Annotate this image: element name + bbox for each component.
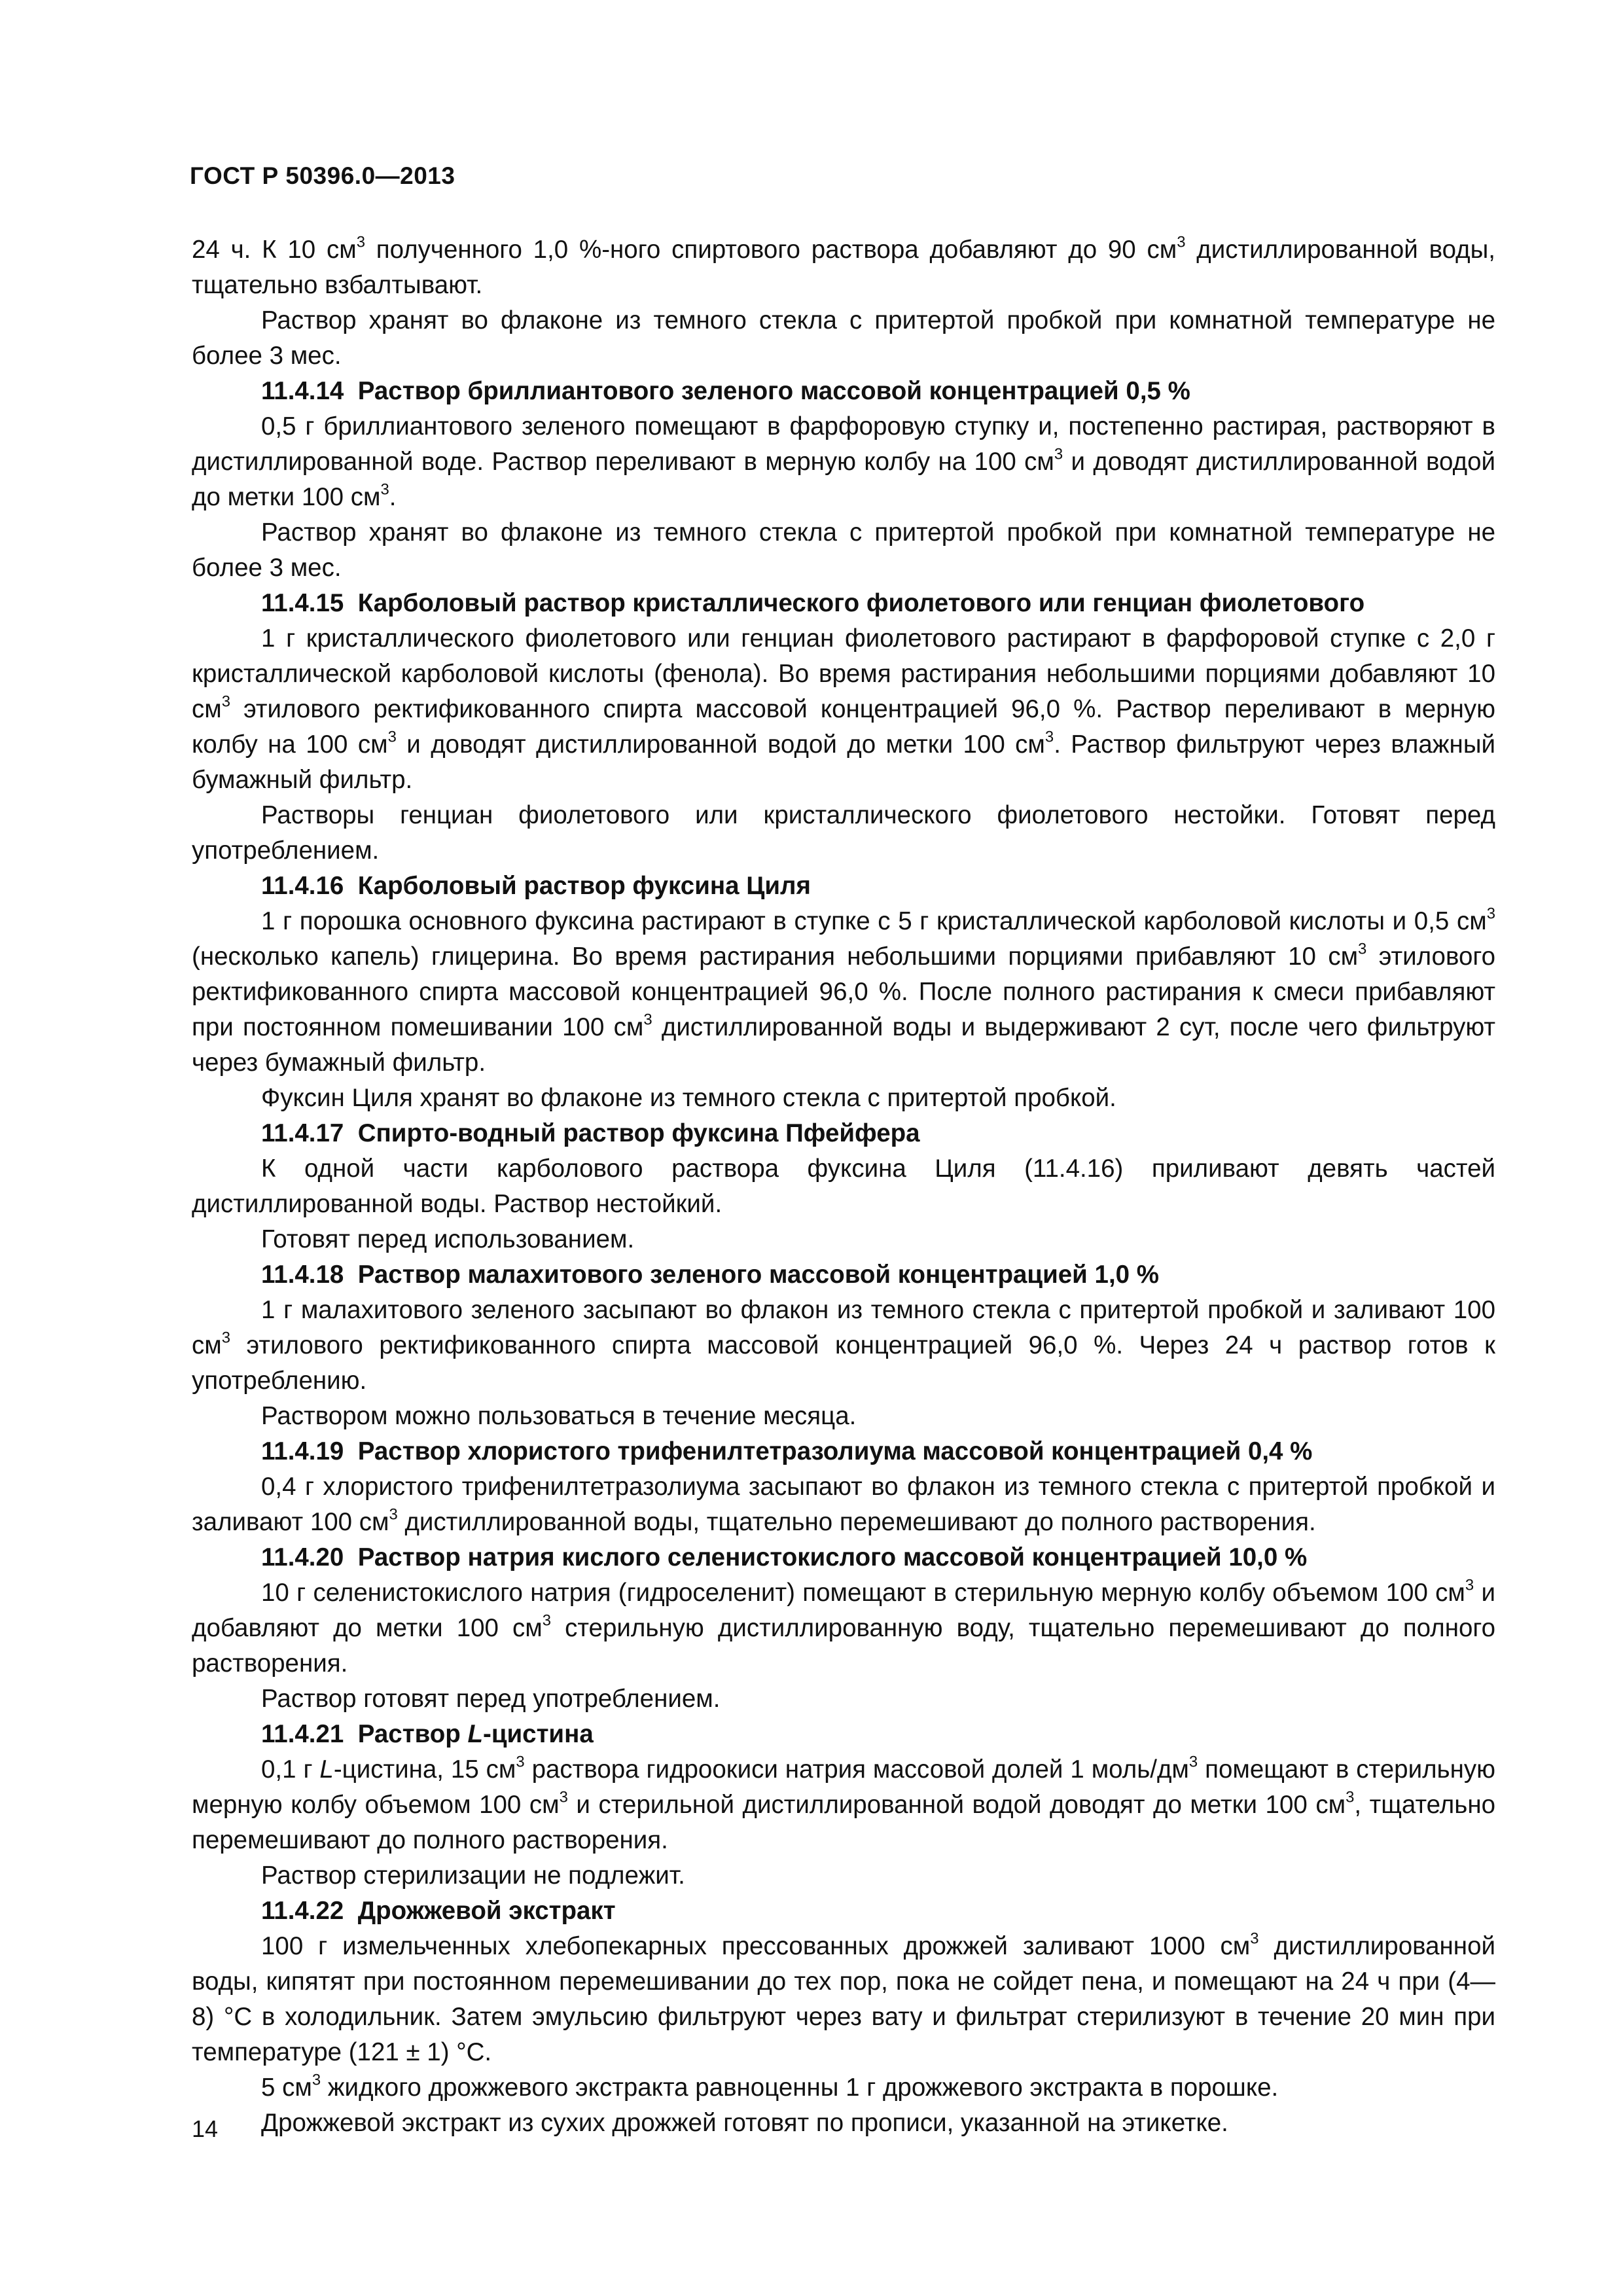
body-paragraph: Дрожжевой экстракт из сухих дрожжей готовят по прописи, указанной на этикетке. <box>261 2109 1228 2137</box>
body-paragraph: 0,1 г L-цистина, 15 $см^3$ раствора гидроокиси натрия массовой долей 1 моль/$дм^3$ помещают в стерильную мерную колбу объемом 100 $см^3$ и стерильной дистиллированной водой доводят до метки 100 $см^3$, тщательно перемешивают до полного растворения. <box>192 1753 1495 1854</box>
body-paragraph: 24 ч. К 10 $см^3$ полученного 1,0 %-ного спиртового раствора добавляют до 90 $см^3$ дистиллированной воды, тщательно взбалтывают. <box>192 233 1495 299</box>
body-paragraph: 1 г порошка основного фуксина растирают в ступке с 5 г кристаллической карболовой кислоты и 0,5 $см^3$ (несколько капель) глицерина. Во время растирания небольшими порциями прибавляют 10 $см^3$ этилового ректификованного спирта массовой концентрацией 96,0 %. После полного растирания к смеси прибавляют при постоянном помешивании 100 $см^3$ дистиллированной воды и выдерживают 2 сут, после чего фильтруют через бумажный фильтр. <box>192 905 1495 1077</box>
body-paragraph: 5 $см^3$ жидкого дрожжевого экстракта равноценны 1 г дрожжевого экстракта в порошке. <box>261 2071 1279 2102</box>
body-paragraph: Раствор готовят перед употреблением. <box>261 1685 721 1713</box>
page-number: 14 <box>192 2115 219 2142</box>
body-paragraph: 0,5 г бриллиантового зеленого помещают в фарфоровую ступку и, постепенно растирая, растворяют в дистиллированной воде. Раствор переливают в мерную колбу на 100 $см^3$ и доводят дистиллированной водой до метки 100 $см^3$. <box>192 412 1495 511</box>
body-paragraph: Растворы генциан фиолетового или кристаллического фиолетового нестойки. Готовят перед употреблением. <box>192 801 1495 865</box>
body-paragraph: 10 г селенистокислого натрия (гидроселенит) помещают в стерильную мерную колбу объемом 100 $см^3$ и добавляют до метки 100 $см^3$ стерильную дистиллированную воду, тщательно перемешивают до полного растворения. <box>192 1576 1496 1677</box>
body-paragraph: К одной части карболового раствора фуксина Циля (11.4.16) приливают девять частей дистиллированной воды. Раствор нестойкий. <box>192 1155 1495 1218</box>
body-paragraph: Готовят перед использованием. <box>261 1225 635 1253</box>
body-paragraph: 1 г малахитового зеленого засыпают во флакон из темного стекла с притертой пробкой и заливают 100 $см^3$ этилового ректификованного спирта массовой концентрацией 96,0 %. Через 24 ч раствор готов к употреблению. <box>192 1296 1495 1395</box>
body-paragraph: 100 г измельченных хлебопекарных прессованных дрожжей заливают 1000 $см^3$ дистиллированной воды, кипятят при постоянном перемешивании до тех пор, пока не сойдет пена, и помещают на 24 ч при (4—8) °С в холодильник. Затем эмульсию фильтруют через вату и фильтрат стерилизуют в течение 20 мин при температуре (121 ± 1) °С. <box>192 1929 1495 2066</box>
document-header: ГОСТ Р 50396.0—2013 <box>190 162 455 189</box>
body-paragraph: Раствор стерилизации не подлежит. <box>261 1861 685 1890</box>
section-heading: 11.4.18 Раствор малахитового зеленого массовой концентрацией 1,0 % <box>261 1261 1159 1289</box>
body-paragraph: Раствор хранят во флаконе из темного стекла с притертой пробкой при комнатной температуре не более 3 мес. <box>192 306 1495 370</box>
section-heading: 11.4.20 Раствор натрия кислого селенистокислого массовой концентрацией 10,0 % <box>261 1543 1308 1571</box>
section-heading: 11.4.16 Карболовый раствор фуксина Циля <box>261 872 811 900</box>
section-heading: 11.4.17 Спирто-водный раствор фуксина Пфейфера <box>261 1119 920 1147</box>
document-body <box>192 232 1495 2141</box>
section-heading: 11.4.22 Дрожжевой экстракт <box>261 1897 616 1925</box>
body-paragraph: 0,4 г хлористого трифенилтетразолиума засыпают во флакон из темного стекла с притертой пробкой и заливают 100 $см^3$ дистиллированной воды, тщательно перемешивают до полного растворения. <box>192 1473 1495 1536</box>
body-paragraph: Раствор хранят во флаконе из темного стекла с притертой пробкой при комнатной температуре не более 3 мес. <box>192 518 1495 582</box>
section-heading: 11.4.21 Раствор L-цистина <box>261 1720 594 1748</box>
section-heading: 11.4.14 Раствор бриллиантового зеленого массовой концентрацией 0,5 % <box>261 377 1190 405</box>
body-paragraph: 1 г кристаллического фиолетового или генциан фиолетового растирают в фарфоровой ступке с 2,0 г кристаллической карболовой кислоты (фенола). Во время растирания небольшими порциями добавляют 10 $см^3$ этилового ректификованного спирта массовой концентрацией 96,0 %. Раствор переливают в мерную колбу на 100 $см^3$ и доводят дистиллированной водой до метки 100 $см^3$. Раствор фильтруют через влажный бумажный фильтр. <box>192 624 1495 794</box>
body-paragraph: Фуксин Циля хранят во флаконе из темного стекла с притертой пробкой. <box>261 1084 1116 1112</box>
section-heading: 11.4.19 Раствор хлористого трифенилтетразолиума массовой концентрацией 0,4 % <box>261 1437 1313 1465</box>
section-heading: 11.4.15 Карболовый раствор кристаллического фиолетового или генциан фиолетового <box>261 589 1365 617</box>
body-paragraph: Раствором можно пользоваться в течение месяца. <box>261 1402 857 1430</box>
